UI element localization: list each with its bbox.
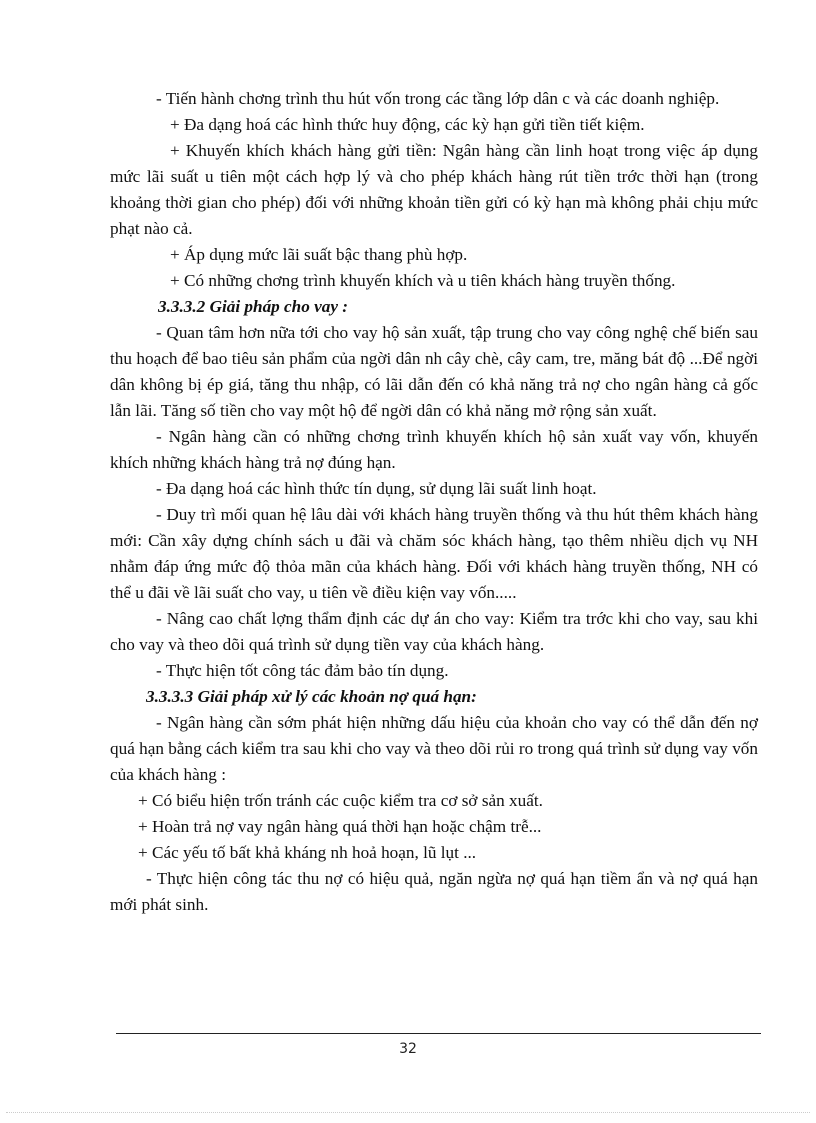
paragraph-early-detection: - Ngân hàng cần sớm phát hiện những dấu hiệu của khoản cho vay có thể dẫn đến nợ quá hạn bằng cách kiểm tra sau khi cho vay và theo dõi rủi ro trong quá trình sử dụng vay vốn của khách hàng : [110,713,758,784]
page-number: 32 [399,1041,417,1057]
paragraph-credit-forms: - Đa dạng hoá các hình thức tín dụng, sử dụng lãi suất linh hoạt. [156,479,597,498]
page-bottom-border [6,1112,810,1113]
paragraph-late-repayment: + Hoàn trả nợ vay ngân hàng quá thời hạn hoặc chậm trễ... [138,817,542,836]
paragraph-appraisal-quality: - Nâng cao chất lợng thẩm định các dự án cho vay: Kiểm tra trớc khi cho vay, sau khi cho vay và theo dõi quá trình sử dụng tiền vay của khách hàng. [110,609,758,654]
paragraph-diversify-forms: + Đa dạng hoá các hình thức huy động, các kỳ hạn gửi tiền tiết kiệm. [170,115,645,134]
body-text [110,86,758,918]
footer-divider [116,1033,761,1034]
paragraph-tiered-rates: + Áp dụng mức lãi suất bậc thang phù hợp. [170,245,468,264]
section-heading-lending: 3.3.3.2 Giải pháp cho vay : [158,297,349,316]
paragraph-loyalty-programs: + Có những chơng trình khuyến khích và u tiên khách hàng truyền thống. [170,271,676,290]
paragraph-credit-security: - Thực hiện tốt công tác đảm bảo tín dụng. [156,661,449,680]
paragraph-household-lending: - Quan tâm hơn nữa tới cho vay hộ sản xuất, tập trung cho vay công nghệ chế biến sau thu hoạch để bao tiêu sản phẩm của ngời dân nh cây chè, cây cam, tre, măng bát độ ...Để ngời dân không bị ép giá, tăng thu nhập, có lãi dẫn đến có khả năng trả nợ cho ngân hàng cả gốc lẫn lãi. Tăng số tiền cho vay một hộ để ngời dân có khả năng mở rộng sản xuất. [110,323,758,420]
paragraph-debt-collection: - Thực hiện công tác thu nợ có hiệu quả, ngăn ngừa nợ quá hạn tiềm ẩn và nợ quá hạn mới phát sinh. [110,869,758,914]
paragraph-incentive-programs: - Ngân hàng cần có những chơng trình khuyến khích hộ sản xuất vay vốn, khuyến khích những khách hàng trả nợ đúng hạn. [110,427,758,472]
paragraph-customer-relations: - Duy trì mối quan hệ lâu dài với khách hàng truyền thống và thu hút thêm khách hàng mới: Cần xây dựng chính sách u đãi và chăm sóc khách hàng, tạo thêm nhiều dịch vụ NH nhằm đáp ứng mức độ thỏa mãn của khách hàng. Đối với khách hàng truyền thống, NH có thể u đãi về lãi suất cho vay, u tiên về điều kiện vay vốn..... [110,505,758,602]
paragraph-avoid-inspection: + Có biểu hiện trốn tránh các cuộc kiểm tra cơ sở sản xuất. [138,791,543,810]
paragraph-mobilize-capital: - Tiến hành chơng trình thu hút vốn trong các tầng lớp dân c và các doanh nghiệp. [156,89,720,108]
paragraph-force-majeure: + Các yếu tố bất khả kháng nh hoả hoạn, lũ lụt ... [138,843,477,862]
paragraph-encourage-deposits: + Khuyến khích khách hàng gửi tiền: Ngân hàng cần linh hoạt trong việc áp dụng mức lãi suất u tiên một cách hợp lý và cho phép khách hàng rút tiền trớc thời hạn (trong khoảng thời gian cho phép) đối với những khoản tiền gửi có kỳ hạn mà không phải chịu mức phạt nào cả. [110,141,758,238]
section-heading-overdue-debt: 3.3.3.3 Giải pháp xử lý các khoản nợ quá hạn: [146,687,477,706]
